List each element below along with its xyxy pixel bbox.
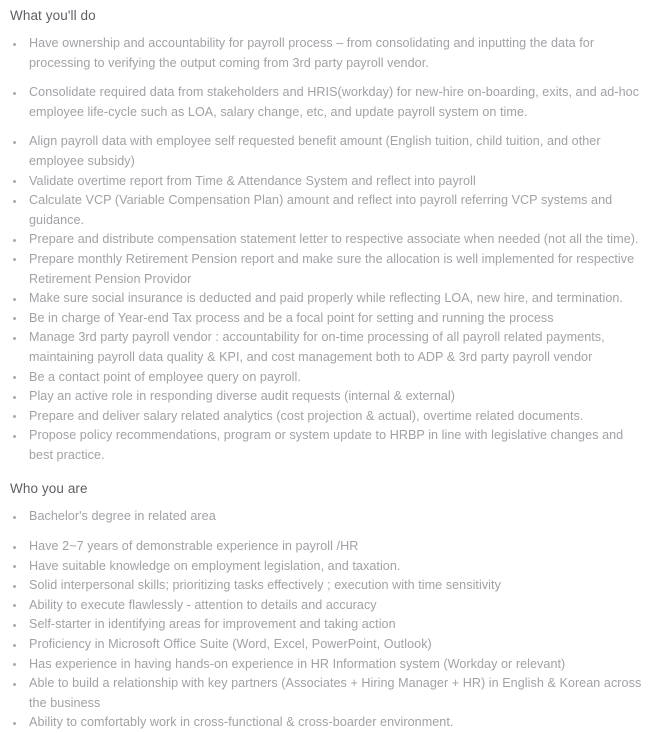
list-item: Prepare and deliver salary related analytics (cost projection & actual), overtime related documents. <box>10 407 646 427</box>
section-who-you-are <box>10 479 646 733</box>
list-item: Align payroll data with employee self requested benefit amount (English tuition, child tuition, and other employee subsidy) <box>10 132 646 171</box>
list-item: Has experience in having hands-on experience in HR Information system (Workday or relevant) <box>10 655 645 675</box>
section-heading-what-youll-do: What you'll do <box>10 8 96 23</box>
list-item: Proficiency in Microsoft Office Suite (Word, Excel, PowerPoint, Outlook) <box>10 635 645 655</box>
list-item: Solid interpersonal skills; prioritizing tasks effectively ; execution with time sensitivity <box>10 576 645 596</box>
list-item: Be in charge of Year-end Tax process and be a focal point for setting and running the process <box>10 309 646 329</box>
list-item: Be a contact point of employee query on payroll. <box>10 368 646 388</box>
list-item: Have suitable knowledge on employment legislation, and taxation. <box>10 557 645 577</box>
section-what-youll-do <box>10 6 646 465</box>
list-item: Propose policy recommendations, program or system update to HRBP in line with legislative changes and best practice. <box>10 426 646 465</box>
list-item: Make sure social insurance is deducted and paid properly while reflecting LOA, new hire, and termination. <box>10 289 646 309</box>
responsibilities-list <box>10 34 646 465</box>
list-item: Have 2~7 years of demonstrable experience in payroll /HR <box>10 537 645 557</box>
section-heading-who-you-are: Who you are <box>10 481 88 497</box>
list-item: Prepare monthly Retirement Pension report and make sure the allocation is well implemented for respective Retirement Pension Providor <box>10 250 646 289</box>
list-item: Validate overtime report from Time & Attendance System and reflect into payroll <box>10 172 646 192</box>
list-item: Prepare and distribute compensation statement letter to respective associate when needed (not all the time). <box>10 230 646 250</box>
list-item: Manage 3rd party payroll vendor : accountability for on-time processing of all payroll related payments, maintaining payroll data quality & KPI, and cost management both to ADP & 3rd party payroll vendor <box>10 328 646 367</box>
list-item: Self-starter in identifying areas for improvement and taking action <box>10 615 645 635</box>
list-item: Calculate VCP (Variable Compensation Plan) amount and reflect into payroll referring VCP systems and guidance. <box>10 191 646 230</box>
list-item: Ability to execute flawlessly - attention to details and accuracy <box>10 596 645 616</box>
list-item: Bachelor's degree in related area <box>10 507 645 527</box>
list-item: Consolidate required data from stakeholders and HRIS(workday) for new-hire on-boarding, exits, and ad-hoc employee life-cycle such as LOA, salary change, etc, and update payroll system on time. <box>10 83 646 122</box>
list-item: Play an active role in responding diverse audit requests (internal & external) <box>10 387 646 407</box>
list-item: Have ownership and accountability for payroll process – from consolidating and inputting the data for processing to verifying the output coming from 3rd party payroll vendor. <box>10 34 646 73</box>
list-item: Ability to comfortably work in cross-functional & cross-boarder environment. <box>10 713 645 733</box>
list-item: Able to build a relationship with key partners (Associates + Hiring Manager + HR) in English & Korean across the business <box>10 674 645 713</box>
qualifications-list <box>10 507 646 733</box>
